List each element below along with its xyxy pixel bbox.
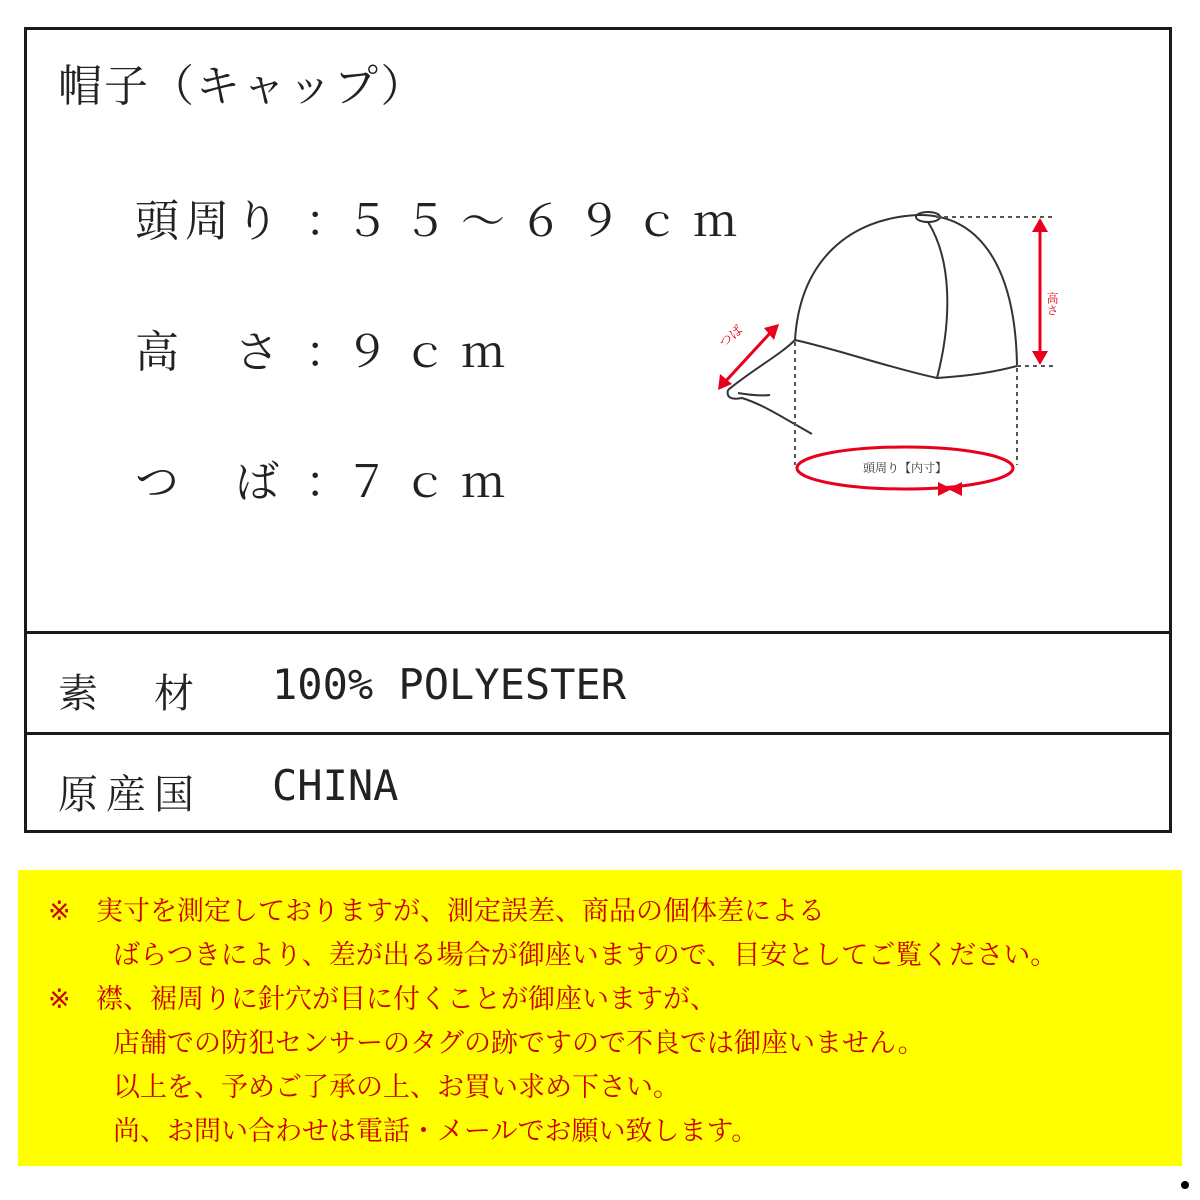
- circumference-label: 頭周り【内寸】: [862, 461, 948, 475]
- spec-colon: ：: [305, 457, 349, 508]
- page-title: 帽子（キャップ）: [58, 61, 427, 112]
- spec-value: ９ｃｍ: [345, 327, 519, 378]
- spec-colon: ：: [305, 196, 349, 247]
- notice-text: 実寸を測定しておりますが、測定誤差、商品の個体差による: [96, 896, 825, 927]
- spec-label: 高 さ: [135, 327, 285, 378]
- spec-brim: [135, 446, 519, 510]
- height-label: 高さ: [1045, 292, 1059, 316]
- spec-value: ５５～６９ｃｍ: [345, 196, 751, 247]
- cap-outline: [728, 212, 1017, 434]
- material-label: 素 材: [58, 671, 202, 717]
- divider: [24, 732, 1172, 735]
- notice-text: 襟、裾周りに針穴が目に付くことが御座いますが、: [96, 984, 717, 1015]
- spec-label: つ ば: [135, 457, 285, 508]
- notice-text: ばらつきにより、差が出る場合が御座いますので、目安としてご覧ください。: [113, 940, 1058, 971]
- spec-head-circumference: [135, 185, 751, 249]
- notice-text: 尚、お問い合わせは電話・メールでお願い致します。: [113, 1116, 759, 1147]
- notice-line: [18, 1022, 1182, 1066]
- corner-dot: [1181, 1181, 1189, 1189]
- spec-colon: ：: [305, 327, 349, 378]
- notice-mark: ※: [48, 896, 71, 927]
- origin-value: CHINA: [272, 761, 399, 810]
- spec-label: 頭周り: [135, 196, 285, 247]
- notice-line: [18, 1110, 1182, 1154]
- brim-label: つば: [716, 322, 747, 352]
- notice-line: [18, 1066, 1182, 1110]
- material-value: 100% POLYESTER: [272, 660, 627, 709]
- spec-value: ７ｃｍ: [345, 457, 519, 508]
- spec-height: [135, 316, 519, 380]
- notice-text: 店舗での防犯センサーのタグの跡ですので不良では御座いません。: [113, 1028, 925, 1059]
- origin-label: 原産国: [58, 772, 202, 818]
- notice-line: [18, 934, 1182, 978]
- divider: [24, 631, 1172, 634]
- notice-line: [18, 978, 1182, 1022]
- notice-text: 以上を、予めご了承の上、お買い求め下さい。: [113, 1072, 680, 1103]
- notice-mark: ※: [48, 984, 71, 1015]
- notice-box: [18, 870, 1182, 1166]
- cap-diagram: [690, 200, 1070, 500]
- notice-line: [18, 890, 1182, 934]
